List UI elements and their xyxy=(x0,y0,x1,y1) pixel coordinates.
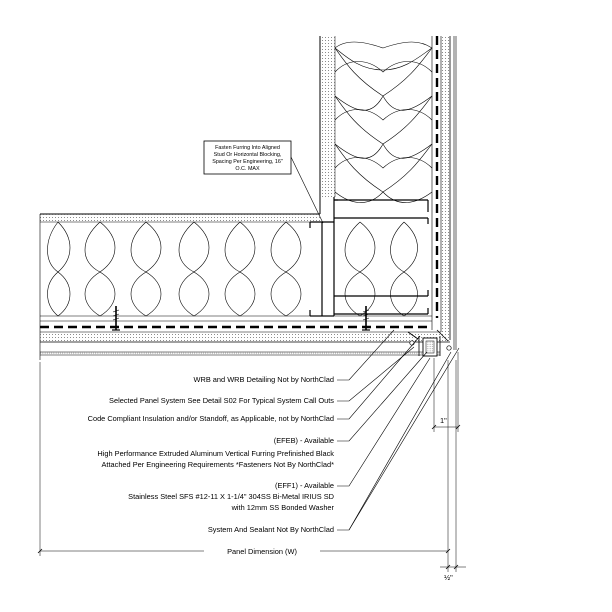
horizontal-wall-assembly xyxy=(40,197,450,360)
callout-line-4: O.C. MAX xyxy=(235,166,260,172)
dimension-half-inch: ½" xyxy=(444,573,453,582)
note-efeb-title: (EFEB) - Available xyxy=(273,436,334,445)
vertical-insulation-batt xyxy=(335,42,432,203)
vertical-wall-assembly xyxy=(320,36,456,350)
dimension-panel-width: Panel Dimension (W) xyxy=(227,547,297,556)
vertical-exterior-hatch xyxy=(441,36,450,332)
note-insulation: Code Compliant Insulation and/or Standoff, as Applicable, not by NorthClad xyxy=(87,414,334,423)
leader-sealant-b xyxy=(349,348,459,530)
note-eff1-line-2: Stainless Steel SFS #12-11 X 1-1/4" 304SS Bi-Metal IRIUS SD xyxy=(128,492,334,501)
note-efeb-line-2: High Performance Extruded Aluminum Vertical Furring Prefinished Black xyxy=(97,449,334,458)
corner-studs xyxy=(310,197,428,316)
callout-line-2: Stud Or Horizontal Blocking, xyxy=(213,152,282,158)
callout-line-1: Fasten Furring Into Aligned xyxy=(215,145,280,151)
note-panel-system: Selected Panel System See Detail S02 For Typical System Call Outs xyxy=(109,396,334,405)
horizontal-insulation-batt xyxy=(48,222,418,316)
note-eff1-line-3: with 12mm SS Bonded Washer xyxy=(231,503,334,512)
callout-leader xyxy=(291,157,323,223)
leader-efeb xyxy=(337,352,427,441)
vertical-sheathing-hatch xyxy=(320,36,335,198)
note-wrb: WRB and WRB Detailing Not by NorthClad xyxy=(193,375,334,384)
leader-insulation xyxy=(337,336,420,419)
horizontal-exterior-hatch xyxy=(40,332,450,342)
note-eff1-title: (EFF1) - Available xyxy=(274,481,334,490)
note-efeb-line-3: Attached Per Engineering Requirements *Fasteners Not By NorthClad* xyxy=(101,460,334,469)
horizontal-sheathing-hatch xyxy=(40,214,320,222)
fastening-callout xyxy=(204,141,323,223)
annotation-notes xyxy=(88,330,459,534)
callout-line-3: Spacing Per Engineering, 16" xyxy=(212,159,283,165)
leader-eff1 xyxy=(337,358,430,486)
dimension-one-inch: 1" xyxy=(440,416,447,425)
note-sealant: System And Sealant Not By NorthClad xyxy=(207,525,334,534)
